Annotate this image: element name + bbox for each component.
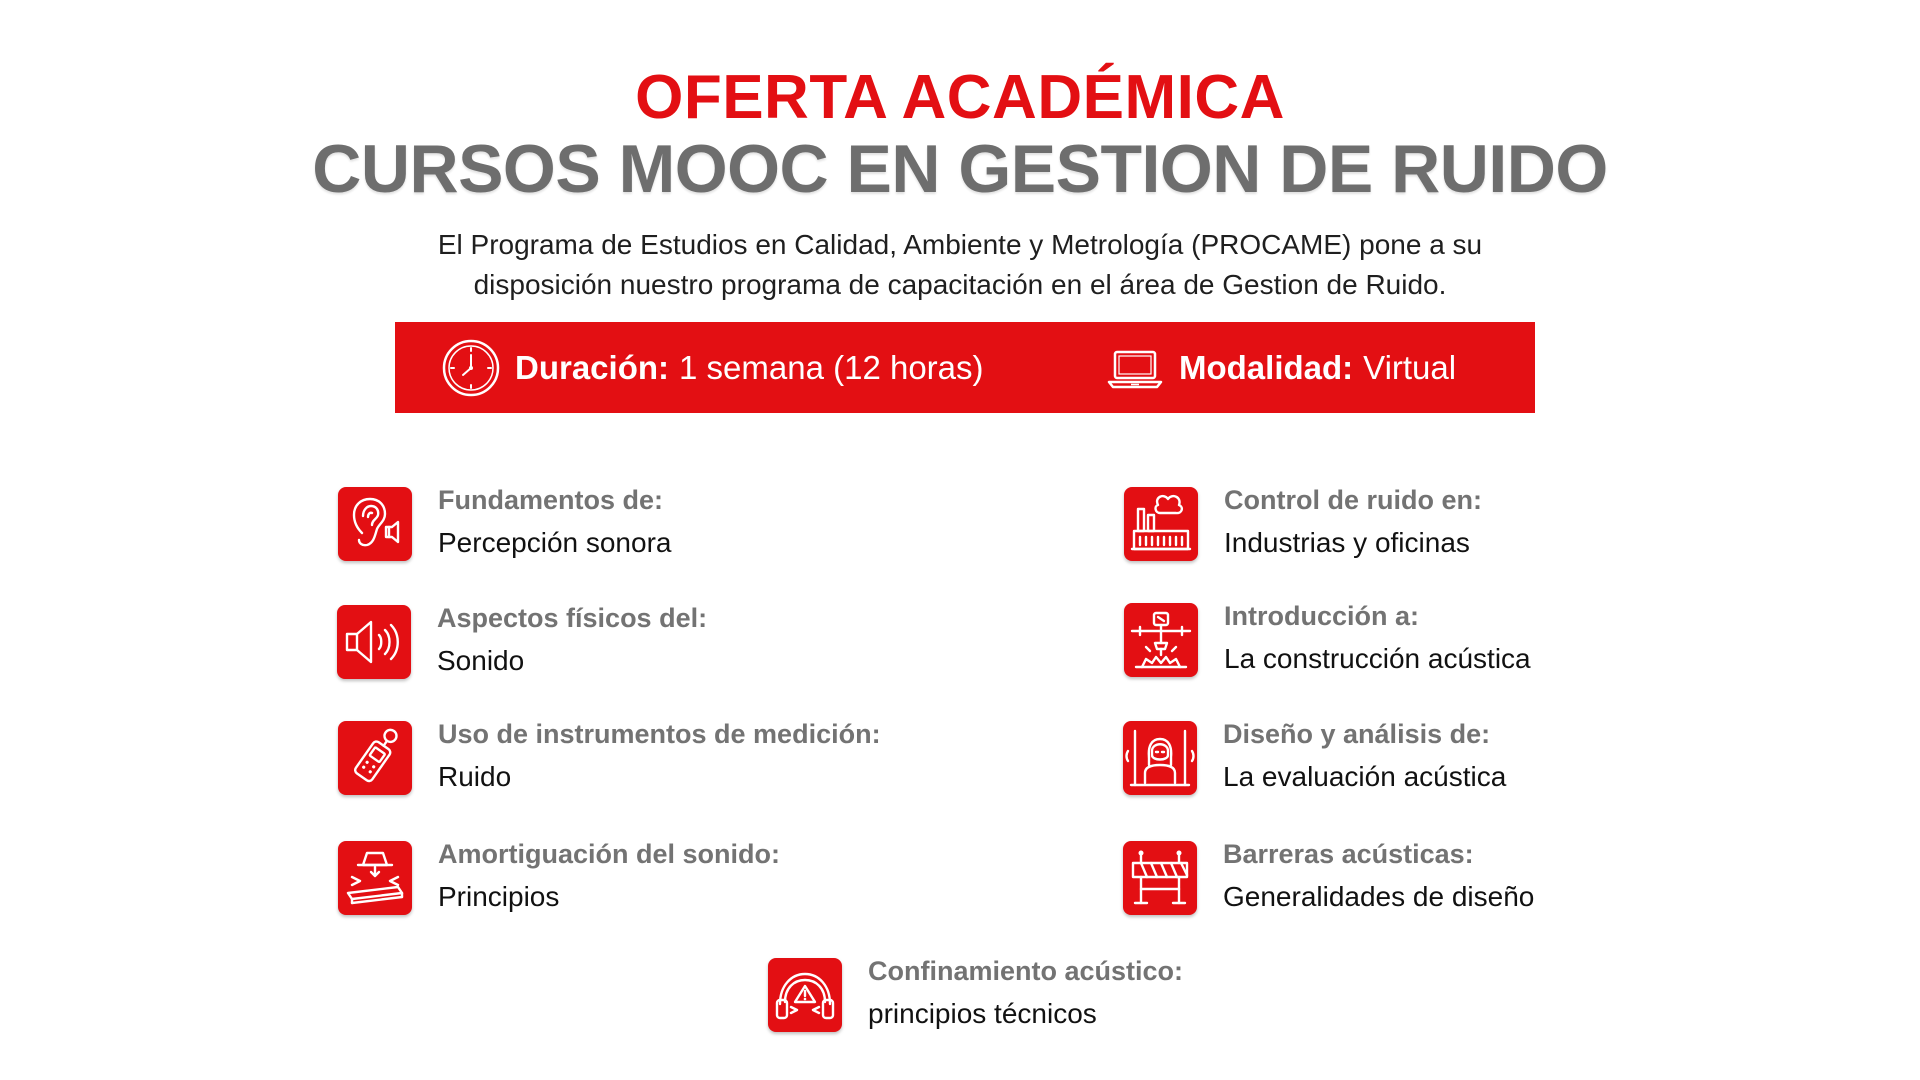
course-subtitle: La construcción acústica (1224, 643, 1531, 674)
course-heading: Aspectos físicos del: (437, 603, 708, 633)
course-heading: Amortiguación del sonido: (438, 839, 780, 869)
duration-label: Duración: (515, 348, 670, 386)
headphones-warning-icon (768, 958, 842, 1032)
course-subtitle: Sonido (437, 645, 525, 676)
person-in-booth-icon (1123, 721, 1197, 795)
info-banner (395, 322, 1535, 413)
duration-value: 1 semana (12 horas) (679, 348, 984, 386)
title-oferta-academica: OFERTA ACADÉMICA (635, 63, 1285, 132)
course-subtitle: Percepción sonora (438, 527, 672, 558)
intro-line-2: disposición nuestro programa de capacitación en el área de Gestion de Ruido. (473, 269, 1447, 300)
duration-info (441, 322, 984, 413)
course-heading: Diseño y análisis de: (1223, 719, 1491, 749)
intro-line-1: El Programa de Estudios en Calidad, Ambiente y Metrología (PROCAME) pone a su (437, 229, 1483, 260)
course-subtitle: principios técnicos (868, 998, 1097, 1029)
course-heading: Barreras acústicas: (1223, 839, 1474, 869)
course-subtitle: La evaluación acústica (1223, 761, 1507, 792)
sound-level-meter-icon (338, 721, 412, 795)
speaker-icon (337, 605, 411, 679)
course-subtitle: Industrias y oficinas (1224, 527, 1470, 558)
barrier-icon (1123, 841, 1197, 915)
course-subtitle: Generalidades de diseño (1223, 881, 1535, 912)
clock-icon (441, 338, 501, 398)
course-heading: Introducción a: (1224, 601, 1419, 631)
intro-paragraph (360, 225, 1560, 305)
course-heading: Fundamentos de: (438, 485, 664, 515)
laptop-icon (1105, 338, 1165, 398)
construction-icon (1124, 603, 1198, 677)
course-subtitle: Principios (438, 881, 560, 912)
ear-icon (338, 487, 412, 561)
course-heading: Confinamiento acústico: (868, 956, 1184, 986)
title-cursos-mooc: CURSOS MOOC EN GESTION DE RUIDO (312, 131, 1608, 207)
modality-info (1105, 322, 1456, 413)
course-heading: Uso de instrumentos de medición: (438, 719, 881, 749)
course-heading: Control de ruido en: (1224, 485, 1482, 515)
modality-label: Modalidad: (1179, 348, 1354, 386)
damping-icon (338, 841, 412, 915)
factory-icon (1124, 487, 1198, 561)
course-subtitle: Ruido (438, 761, 512, 792)
modality-value: Virtual (1363, 348, 1457, 386)
